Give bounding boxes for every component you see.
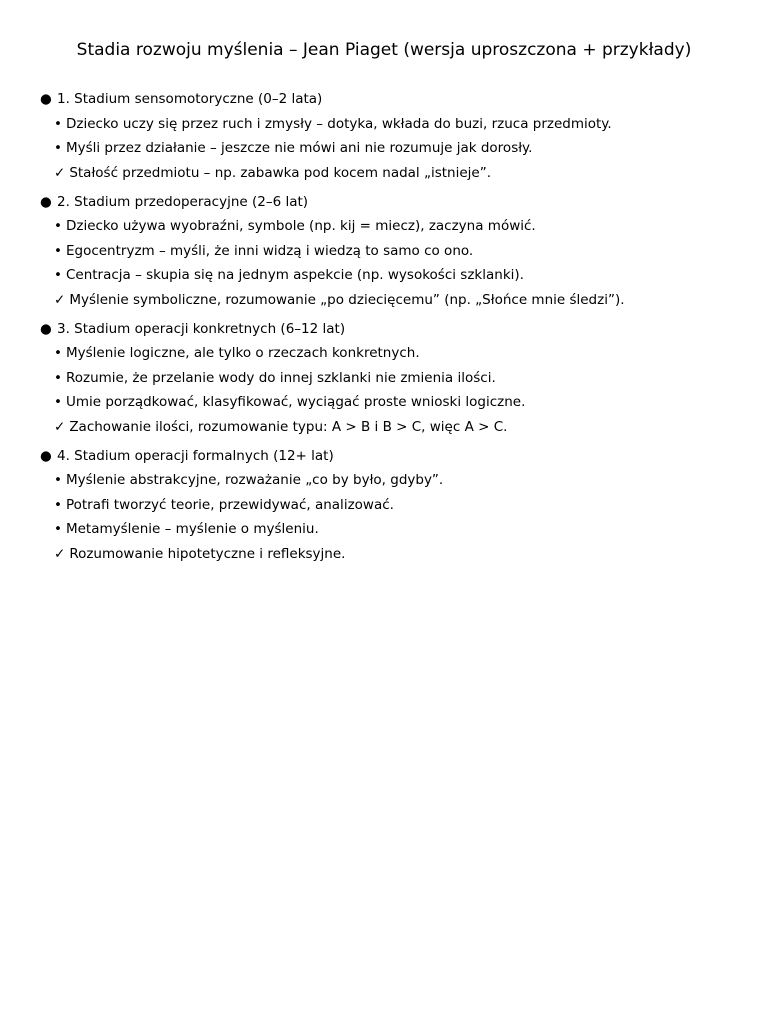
list-item-text: Myśli przez działanie – jeszcze nie mówi ani nie rozumuje jak dorosły. [65,140,533,156]
list-item [40,138,740,158]
section-heading-text: 1. Stadium sensomotoryczne (0–2 lata) [57,91,323,107]
bullet-icon: • [54,115,62,132]
section-heading [40,319,740,339]
bullet-icon: • [54,521,62,537]
list-item [40,343,740,363]
bullet-icon: • [54,369,62,386]
list-item-text: Myślenie logiczne, ale tylko o rzeczach konkretnych. [65,345,420,361]
list-item-text: Potrafi tworzyć teorie, przewidywać, analizować. [65,496,394,513]
list-item [40,265,740,285]
section-heading [40,192,740,212]
list-item-text: Myślenie abstrakcyjne, rozważanie „co by było, gdyby”. [65,472,444,488]
list-item [40,368,740,388]
list-item [40,290,740,310]
section-heading [40,446,740,466]
bullet-icon: • [54,218,62,234]
list-item-text: Rozumie, że przelanie wody do innej szklanki nie zmienia ilości. [65,369,496,386]
bullet-icon: • [54,345,62,361]
list-item-text: Dziecko uczy się przez ruch i zmysły – dotyka, wkłada do buzi, rzuca przedmioty. [65,115,612,132]
bullet-icon: • [54,496,62,513]
bullet-dot-icon: ● [40,320,52,337]
list-item [40,114,740,134]
list-item [40,163,740,183]
bullet-dot-icon: ● [40,193,52,210]
list-item-text: Metamyślenie – myślenie o myśleniu. [65,521,319,537]
section-heading-text: 4. Stadium operacji formalnych (12+ lat) [57,447,334,464]
list-item [40,495,740,515]
document-content [40,89,740,573]
section-heading [40,89,740,109]
bullet-icon: • [54,472,62,488]
list-item [40,216,740,236]
checkmark-icon: ✓ [54,418,66,435]
section-formal-operations [40,446,740,564]
list-item [40,241,740,261]
bullet-icon: • [54,140,62,156]
section-heading-text: 2. Stadium przedoperacyjne (2–6 lat) [57,193,309,210]
checkmark-icon: ✓ [54,545,66,562]
checkmark-icon: ✓ [54,164,66,181]
bullet-dot-icon: ● [40,447,52,464]
checkmark-icon: ✓ [54,291,66,308]
section-sensorimotor [40,89,740,183]
list-item-text: Rozumowanie hipotetyczne i refleksyjne. [69,545,346,562]
list-item-text: Umie porządkować, klasyfikować, wyciągać proste wnioski logiczne. [65,394,526,410]
bullet-dot-icon: ● [40,91,52,107]
list-item-text: Centracja – skupia się na jednym aspekcie (np. wysokości szklanki). [65,267,524,283]
section-preoperational [40,192,740,310]
list-item [40,544,740,564]
list-item-text: Zachowanie ilości, rozumowanie typu: A > B i B > C, więc A > C. [69,418,508,435]
list-item-text: Dziecko używa wyobraźni, symbole (np. kij = miecz), zaczyna mówić. [65,218,536,234]
section-concrete-operations [40,319,740,437]
section-heading-text: 3. Stadium operacji konkretnych (6–12 lat) [57,320,346,337]
bullet-icon: • [54,267,62,283]
list-item-text: Stałość przedmiotu – np. zabawka pod kocem nadal „istnieje”. [69,164,492,181]
bullet-icon: • [54,394,62,410]
list-item-text: Myślenie symboliczne, rozumowanie „po dziecięcemu” (np. „Słońce mnie śledzi”). [69,291,625,308]
list-item [40,519,740,539]
bullet-icon: • [54,242,62,259]
list-item [40,417,740,437]
list-item [40,470,740,490]
list-item-text: Egocentryzm – myśli, że inni widzą i wiedzą to samo co ono. [65,242,474,259]
page-title: Stadia rozwoju myślenia – Jean Piaget (wersja uproszczona + przykłady) [76,40,692,60]
list-item [40,392,740,412]
